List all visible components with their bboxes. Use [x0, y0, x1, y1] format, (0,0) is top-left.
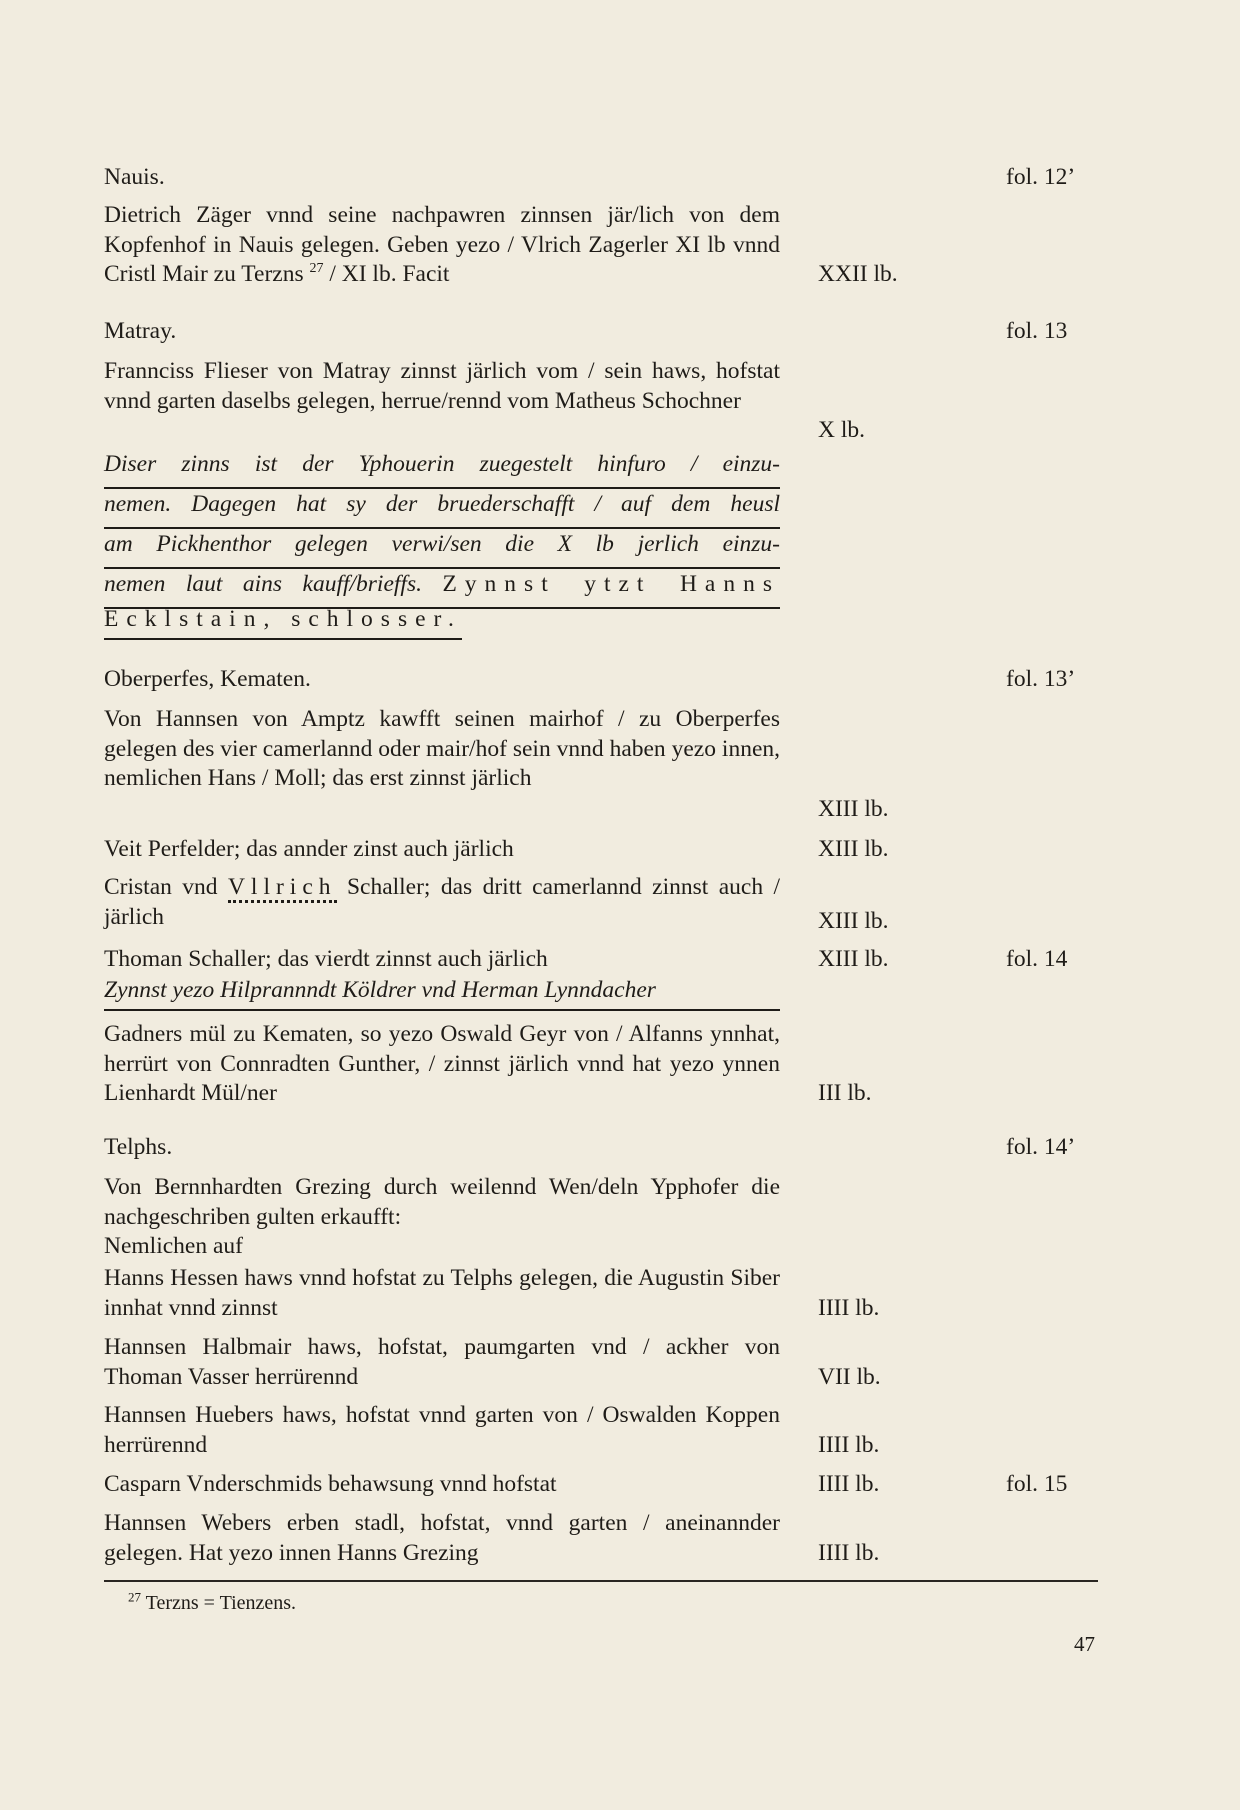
folio-ref: fol. 13 [1006, 318, 1068, 344]
entry-text: Gadners mül zu Kematen, so yezo Oswald Geyr von / Alfanns ynnhat, herrürt von Connradten Gunther, / zinnst järlich vnnd hat yezo ynnen Lienhardt Mül/ner [104, 1021, 780, 1106]
folio-ref: fol. 14’ [1006, 1134, 1076, 1160]
amount: XIII lb. [818, 796, 889, 822]
section-heading-telphs: Telphs. [104, 1134, 173, 1160]
amount: IIII lb. [818, 1540, 880, 1566]
entry-text: Dietrich Zäger vnnd seine nachpawren zinnsen jär/lich von dem Kopfenhof in Nauis gelegen. Geben yezo / Vlrich Zagerler XI lb vnnd Cristl Mair zu Terzns $^{27}$ / XI lb. Facit [104, 202, 780, 287]
section-heading-nauis: Nauis. [104, 164, 165, 190]
folio-ref: fol. 15 [1006, 1471, 1068, 1497]
section-heading-matray: Matray. [104, 318, 177, 344]
folio-ref: fol. 14 [1006, 946, 1068, 972]
footnote-ref: 27 [309, 261, 324, 277]
note-line: nemen. Dagegen hat sy der bruederschafft / auf dem heusl [104, 489, 780, 529]
note-line: Zynnst yezo Hilprannndt Köldrer vnd Herman Lynndacher [104, 975, 780, 1011]
amount: IIII lb. [818, 1432, 880, 1458]
list-item: Hanns Hessen haws vnnd hofstat zu Telphs gelegen, die Augustin Siber innhat vnnd zinnst [104, 1265, 780, 1321]
amount: XIII lb. [818, 908, 889, 934]
entry-text: Veit Perfelder; das annder zinst auch järlich [104, 836, 514, 862]
list-item: Hannsen Huebers haws, hofstat vnnd garten von / Oswalden Koppen herrürennd [104, 1402, 780, 1458]
amount: XIII lb. [818, 836, 889, 862]
page-number: 47 [1074, 1632, 1095, 1656]
amount: X lb. [818, 417, 865, 443]
amount: IIII lb. [818, 1471, 880, 1497]
entry-text: Von Hannsen von Amptz kawfft seinen mairhof / zu Oberperfes gelegen des vier camerlannd oder mair/hof sein vnnd haben yezo innen, nemlichen Hans / Moll; das erst zinnst järlich [104, 706, 780, 791]
note-line: Diser zinns ist der Yphouerin zuegestelt hinfuro / einzu- [104, 449, 780, 489]
entry-text: Von Bernnhardten Grezing durch weilennd Wen/deln Ypphofer die nachgeschriben gulten erkaufft: [104, 1174, 780, 1230]
entry-text: Frannciss Flieser von Matray zinnst järlich vom / sein haws, hofstat vnnd garten daselbs gelegen, herrue/rennd vom Matheus Schochner [104, 358, 780, 414]
marginal-note [104, 449, 780, 609]
footnote-rule [104, 1580, 1098, 1582]
amount: XXII lb. [818, 261, 898, 287]
entry-text: Thoman Schaller; das vierdt zinnst auch järlich [104, 946, 548, 972]
note-line: nemen laut ains kauff/brieffs. Zynnst ytzt Hanns [104, 569, 780, 609]
amount: IIII lb. [818, 1295, 880, 1321]
amount: VII lb. [818, 1364, 881, 1390]
note-line: am Pickhenthor gelegen verwi/sen die X lb jerlich einzu- [104, 529, 780, 569]
section-heading-oberperfes: Oberperfes, Kematen. [104, 666, 311, 692]
entry-text: Nemlichen auf [104, 1233, 243, 1259]
footnote: $^{27}$ Terzns = Tienzens. [128, 1589, 297, 1614]
list-item: Hannsen Halbmair haws, hofstat, paumgarten vnd / ackher von Thoman Vasser herrürennd [104, 1334, 780, 1390]
list-item: Casparn Vnderschmids behawsung vnnd hofstat [104, 1471, 557, 1497]
amount: XIII lb. [818, 946, 889, 972]
folio-ref: fol. 12’ [1006, 164, 1076, 190]
entry-text: Cristan vnd Vllrich Schaller; das dritt camerlannd zinnst auch / järlich [104, 874, 780, 930]
folio-ref: fol. 13’ [1006, 666, 1076, 692]
marginal-note [104, 975, 780, 1011]
list-item: Hannsen Webers erben stadl, hofstat, vnnd garten / aneinannder gelegen. Hat yezo innen Hanns Grezing [104, 1510, 780, 1566]
amount: III lb. [818, 1080, 872, 1106]
dotted-name: Vllrich [228, 874, 337, 903]
note-line-last: Ecklstain, schlosser. [104, 604, 462, 634]
